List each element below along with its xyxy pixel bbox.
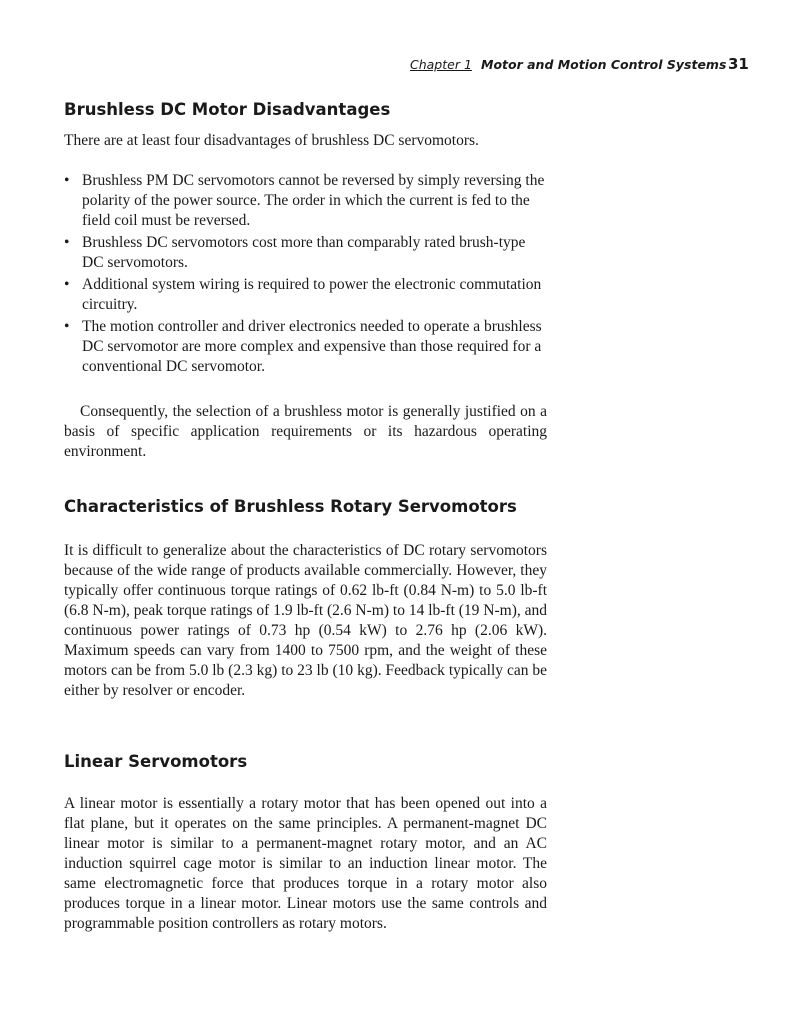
section3-body: A linear motor is essentially a rotary motor that has been opened out into a flat plane, but it operates on the same principles. A permanent-magnet DC linear motor is similar to a permanent-magnet rotary motor, and an AC induction squirrel cage motor is similar to an induction linear motor. The same electromagnetic force that produces torque in a rotary motor also produces torque in a linear motor. Linear motors use the same controls and programmable position controllers as rotary motors. [64, 795, 547, 932]
section-brushless-disadvantages [64, 100, 547, 119]
list-item-text: The motion controller and driver electronics needed to operate a brushless DC servomotor are more complex and expensive than those required for a conventional DC servomotor. [82, 318, 542, 375]
chapter-title: Motor and Motion Control Systems [481, 57, 727, 72]
disadvantages-list [64, 171, 547, 377]
bullet-icon: • [64, 234, 70, 251]
section-rotary-characteristics [64, 497, 547, 516]
section1-conclusion-block [64, 402, 547, 462]
list-item [64, 233, 547, 273]
list-item [64, 317, 547, 377]
chapter-label: Chapter 1 [410, 57, 472, 72]
running-header [0, 55, 795, 75]
disadvantages-list-block [64, 171, 547, 379]
section1-intro-block [64, 131, 547, 151]
section-linear-servomotors [64, 752, 547, 771]
list-item [64, 275, 547, 315]
bullet-icon: • [64, 318, 70, 335]
section2-body-block [64, 541, 547, 701]
bullet-icon: • [64, 172, 70, 189]
section1-intro: There are at least four disadvantages of brushless DC servomotors. [64, 132, 479, 149]
section2-body: It is difficult to generalize about the characteristics of DC rotary servomotors because of the wide range of products available commercially. However, they typically offer continuous torque ratings of 0.62 lb-ft (0.84 N-m) to 5.0 lb-ft (6.8 N-m), peak torque ratings of 1.9 lb-ft (2.6 N-m) to 14 lb-ft (19 N-m), and continuous power ratings of 0.73 hp (0.54 kW) to 2.76 hp (2.06 kW). Maximum speeds can vary from 1400 to 7500 rpm, and the weight of these motors can be from 5.0 lb (2.3 kg) to 23 lb (10 kg). Feedback typically can be either by resolver or encoder. [64, 542, 547, 699]
list-item-text: Brushless PM DC servomotors cannot be reversed by simply reversing the polarity of the power source. The order in which the current is fed to the field coil must be reversed. [82, 172, 545, 229]
bullet-icon: • [64, 276, 70, 293]
page-number: 31 [728, 55, 749, 73]
section-heading: Brushless DC Motor Disadvantages [64, 100, 391, 119]
section-heading: Characteristics of Brushless Rotary Servomotors [64, 497, 517, 516]
list-item [64, 171, 547, 231]
section-heading: Linear Servomotors [64, 752, 248, 771]
list-item-text: Additional system wiring is required to power the electronic commutation circuitry. [82, 276, 542, 313]
section1-conclusion: Consequently, the selection of a brushless motor is generally justified on a basis of specific application requirements or its hazardous operating environment. [64, 403, 547, 460]
list-item-text: Brushless DC servomotors cost more than comparably rated brush-type DC servomotors. [82, 234, 526, 271]
section3-body-block [64, 794, 547, 934]
